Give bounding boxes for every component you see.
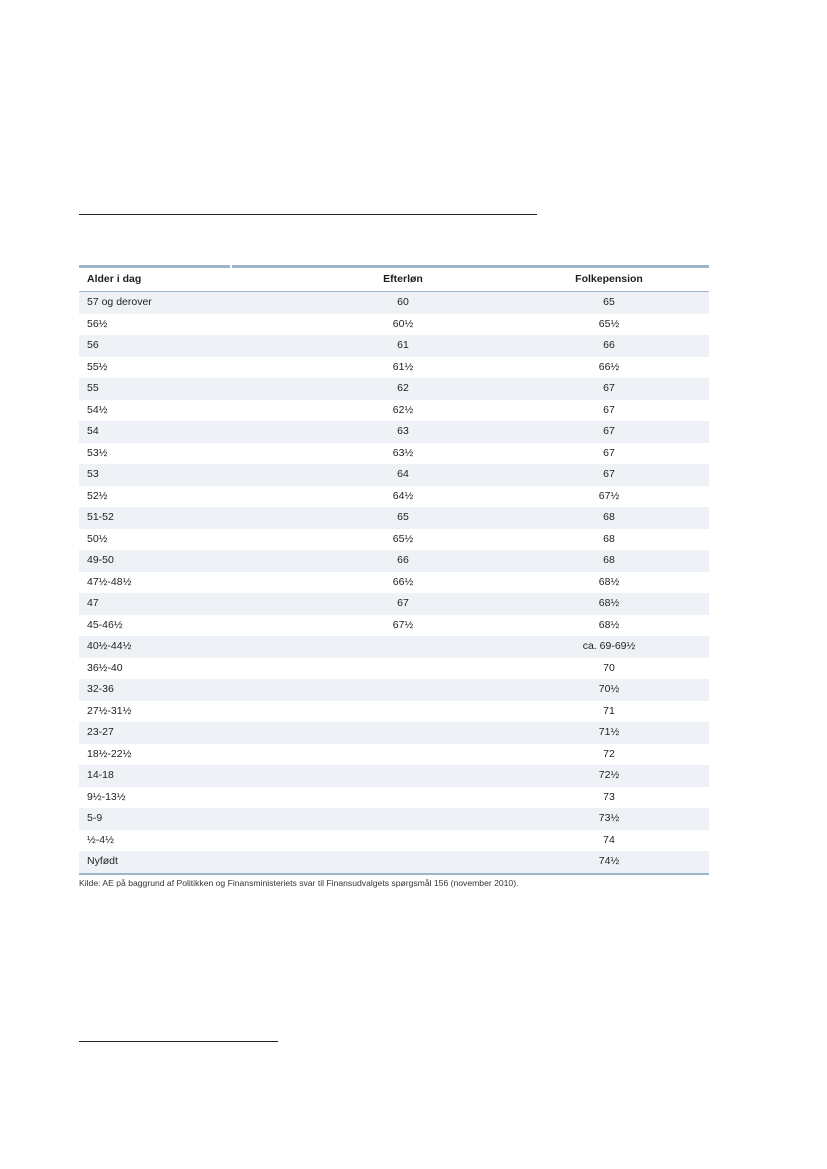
cell-folkepension: 68 <box>603 532 615 545</box>
cell-age: 40½-44½ <box>79 636 297 658</box>
cell-folkepension: 71 <box>603 704 615 717</box>
cell-folkepension: 67 <box>603 403 615 416</box>
cell-folkepension: 68½ <box>598 618 620 631</box>
cell-folkepension: 70½ <box>509 679 709 701</box>
column-header-age: Alder i dag <box>79 268 297 292</box>
cell-efterlon: 62 <box>297 378 509 400</box>
table-row <box>79 787 709 809</box>
cell-age: 53½ <box>87 446 108 459</box>
table-row <box>79 830 709 852</box>
cell-folkepension: ca. 69-69½ <box>509 636 709 658</box>
table-row <box>79 550 709 572</box>
section-divider <box>79 214 537 215</box>
table-row <box>79 808 709 830</box>
cell-efterlon: 66 <box>297 550 509 572</box>
cell-efterlon: 67 <box>297 593 509 615</box>
cell-age: 32-36 <box>79 679 297 701</box>
table-row <box>79 658 709 680</box>
table-row <box>79 378 709 400</box>
cell-folkepension: 67½ <box>598 489 620 502</box>
cell-age: 27½-31½ <box>87 704 132 717</box>
cell-efterlon: 64 <box>297 464 509 486</box>
cell-folkepension: 68½ <box>598 575 620 588</box>
cell-efterlon <box>297 744 509 766</box>
cell-efterlon <box>297 679 509 701</box>
cell-efterlon <box>297 830 509 852</box>
cell-folkepension: 73½ <box>509 808 709 830</box>
table-row <box>79 529 709 551</box>
cell-efterlon: 63 <box>297 421 509 443</box>
table-row <box>79 744 709 766</box>
cell-age: 18½-22½ <box>87 747 132 760</box>
cell-age: 47½-48½ <box>87 575 132 588</box>
table-row <box>79 615 709 637</box>
cell-age: ½-4½ <box>87 833 114 846</box>
cell-age: Nyfødt <box>79 851 297 874</box>
cell-folkepension: 67 <box>603 446 615 459</box>
cell-age: 55½ <box>87 360 108 373</box>
cell-efterlon <box>297 636 509 658</box>
cell-age: 51-52 <box>79 507 297 529</box>
table-row <box>79 701 709 723</box>
cell-folkepension: 66½ <box>598 360 620 373</box>
table-row <box>79 292 709 314</box>
cell-folkepension: 73 <box>603 790 615 803</box>
table-row <box>79 486 709 508</box>
cell-age: 54 <box>79 421 297 443</box>
table-row <box>79 765 709 787</box>
cell-age: 36½-40 <box>87 661 123 674</box>
cell-efterlon: 61 <box>297 335 509 357</box>
cell-age: 50½ <box>87 532 108 545</box>
table-header-row <box>79 268 709 292</box>
cell-folkepension: 67 <box>509 421 709 443</box>
cell-efterlon <box>297 701 509 723</box>
cell-folkepension: 71½ <box>509 722 709 744</box>
table-row <box>79 335 709 357</box>
cell-efterlon: 61½ <box>392 360 414 373</box>
cell-efterlon: 60 <box>297 292 509 314</box>
cell-folkepension: 66 <box>509 335 709 357</box>
cell-folkepension: 74 <box>603 833 615 846</box>
source-note: Kilde: AE på baggrund af Politikken og Finansministeriets svar til Finansudvalgets spørgsmål 156 (november 2010). <box>79 878 519 888</box>
table-row <box>79 851 709 874</box>
cell-age: 55 <box>79 378 297 400</box>
table-row <box>79 421 709 443</box>
cell-age: 5-9 <box>79 808 297 830</box>
cell-efterlon: 63½ <box>392 446 414 459</box>
cell-folkepension: 74½ <box>509 851 709 874</box>
table-row <box>79 400 709 422</box>
cell-efterlon <box>297 722 509 744</box>
cell-folkepension: 68 <box>509 507 709 529</box>
cell-efterlon: 60½ <box>392 317 414 330</box>
cell-efterlon: 66½ <box>392 575 414 588</box>
cell-efterlon: 65 <box>297 507 509 529</box>
cell-efterlon <box>297 808 509 830</box>
cell-efterlon: 65½ <box>392 532 414 545</box>
cell-age: 49-50 <box>79 550 297 572</box>
cell-age: 53 <box>79 464 297 486</box>
cell-folkepension: 65½ <box>598 317 620 330</box>
table-row <box>79 593 709 615</box>
cell-efterlon: 67½ <box>392 618 414 631</box>
table-row <box>79 636 709 658</box>
table-row <box>79 507 709 529</box>
cell-efterlon <box>297 658 509 680</box>
cell-efterlon <box>297 765 509 787</box>
cell-efterlon <box>297 851 509 874</box>
table-row <box>79 722 709 744</box>
cell-folkepension: 68 <box>509 550 709 572</box>
footnote-divider <box>79 1041 278 1042</box>
cell-age: 23-27 <box>79 722 297 744</box>
table-row <box>79 464 709 486</box>
retirement-age-table <box>79 265 709 875</box>
table-row <box>79 572 709 594</box>
cell-folkepension: 65 <box>509 292 709 314</box>
cell-folkepension: 67 <box>509 378 709 400</box>
data-table <box>79 268 709 875</box>
table-row <box>79 314 709 336</box>
cell-folkepension: 68½ <box>509 593 709 615</box>
column-header-efterlon: Efterløn <box>297 268 509 292</box>
cell-age: 47 <box>79 593 297 615</box>
cell-age: 9½-13½ <box>87 790 126 803</box>
cell-age: 56 <box>79 335 297 357</box>
cell-age: 45-46½ <box>87 618 123 631</box>
cell-folkepension: 67 <box>509 464 709 486</box>
header-accent-line <box>79 265 230 268</box>
header-accent-line <box>232 265 709 268</box>
cell-age: 14-18 <box>79 765 297 787</box>
table-row <box>79 357 709 379</box>
cell-age: 57 og derover <box>79 292 297 314</box>
cell-folkepension: 72 <box>603 747 615 760</box>
cell-folkepension: 70 <box>603 661 615 674</box>
cell-efterlon: 64½ <box>392 489 414 502</box>
cell-age: 54½ <box>87 403 108 416</box>
column-header-folkepension: Folkepension <box>509 268 709 292</box>
cell-folkepension: 72½ <box>509 765 709 787</box>
cell-age: 52½ <box>87 489 108 502</box>
table-row <box>79 679 709 701</box>
cell-efterlon: 62½ <box>392 403 414 416</box>
cell-age: 56½ <box>87 317 108 330</box>
cell-efterlon <box>297 787 509 809</box>
table-row <box>79 443 709 465</box>
